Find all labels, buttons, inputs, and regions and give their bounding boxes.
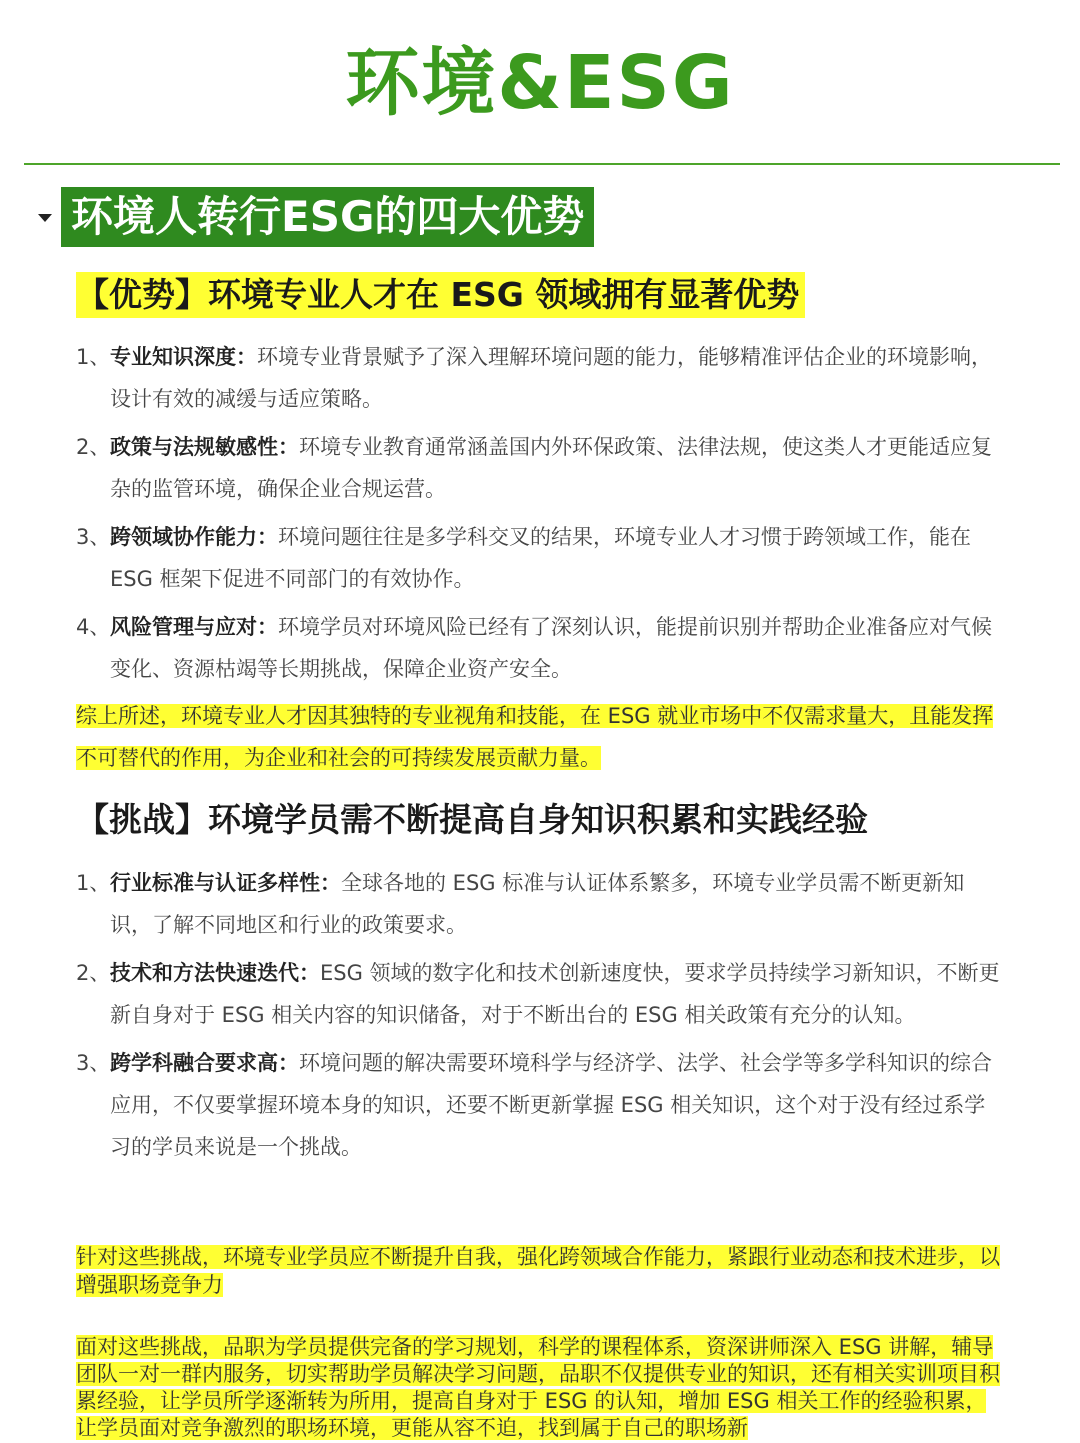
advantages-list: [76, 336, 1006, 696]
list-item: [76, 516, 1006, 600]
item-text: 环境专业背景赋予了深入理解环境问题的能力，能够精准评估企业的环境影响，设计有效的减缓与适应策略。: [110, 345, 992, 411]
closing-paragraph: [76, 1334, 1006, 1442]
item-number: 3、: [76, 1051, 111, 1075]
section-heading: 环境人转行ESG的四大优势: [61, 187, 594, 247]
item-heading: 风险管理与应对：: [110, 615, 278, 639]
item-text: ESG 领域的数字化和技术创新速度快，要求学员持续学习新知识，不断更新自身对于 ESG 相关内容的知识储备，对于不断出台的 ESG 相关政策有充分的认知。: [110, 961, 1000, 1027]
item-heading: 政策与法规敏感性：: [110, 435, 299, 459]
challenges-heading: 【挑战】环境学员需不断提高自身知识积累和实践经验: [76, 800, 868, 839]
item-number: 2、: [76, 961, 111, 985]
list-item: [76, 952, 1006, 1036]
title-divider: [24, 163, 1060, 165]
note-text: 针对这些挑战，环境专业学员应不断提升自我，强化跨领域合作能力，紧跟行业动态和技术进步，以增强职场竞争力: [76, 1245, 1000, 1297]
advantages-heading: 【优势】环境专业人才在 ESG 领域拥有显著优势: [76, 272, 805, 318]
item-heading: 跨学科融合要求高：: [110, 1051, 299, 1075]
item-text: 环境问题往往是多学科交叉的结果，环境专业人才习惯于跨领域工作，能在 ESG 框架下促进不同部门的有效协作。: [110, 525, 971, 591]
item-number: 1、: [76, 345, 111, 369]
item-heading: 跨领域协作能力：: [110, 525, 278, 549]
item-text: 全球各地的 ESG 标准与认证体系繁多，环境专业学员需不断更新知识，了解不同地区和行业的政策要求。: [110, 871, 965, 937]
item-number: 2、: [76, 435, 111, 459]
item-text: 环境专业教育通常涵盖国内外环保政策、法律法规，使这类人才更能适应复杂的监管环境，确保企业合规运营。: [110, 435, 992, 501]
challenges-list: [76, 862, 1006, 1174]
list-item: [76, 1042, 1006, 1168]
item-number: 1、: [76, 871, 111, 895]
item-heading: 专业知识深度：: [110, 345, 257, 369]
summary-text: 综上所述，环境专业人才因其独特的专业视角和技能，在 ESG 就业市场中不仅需求量大，且能发挥不可替代的作用，为企业和社会的可持续发展贡献力量。: [76, 704, 994, 770]
list-item: [76, 336, 1006, 420]
page-title: 环境&ESG: [345, 40, 735, 126]
item-number: 4、: [76, 615, 111, 639]
advantages-summary: [76, 695, 1006, 779]
item-text: 环境学员对环境风险已经有了深刻认识，能提前识别并帮助企业准备应对气候变化、资源枯竭等长期挑战，保障企业资产安全。: [110, 615, 992, 681]
item-number: 3、: [76, 525, 111, 549]
collapse-triangle-icon[interactable]: [38, 214, 52, 222]
list-item: [76, 426, 1006, 510]
item-heading: 技术和方法快速迭代：: [110, 961, 320, 985]
list-item: [76, 606, 1006, 690]
closing-text: 面对这些挑战，品职为学员提供完备的学习规划，科学的课程体系，资深讲师深入 ESG 讲解，辅导团队一对一群内服务，切实帮助学员解决学习问题，品职不仅提供专业的知识，还有相关实训项目积累经验，让学员所学逐渐转为所用，提高自身对于 ESG 的认知，增加 ESG 相关工作的经验积累，让学员面对竞争激烈的职场环境，更能从容不迫，找到属于自己的职场新: [76, 1335, 1000, 1440]
item-text: 环境问题的解决需要环境科学与经济学、法学、社会学等多学科知识的综合应用，不仅要掌握环境本身的知识，还要不断更新掌握 ESG 相关知识，这个对于没有经过系学习的学员来说是一个挑战。: [110, 1051, 992, 1159]
challenges-note: [76, 1243, 1006, 1299]
item-heading: 行业标准与认证多样性：: [110, 871, 341, 895]
list-item: [76, 862, 1006, 946]
